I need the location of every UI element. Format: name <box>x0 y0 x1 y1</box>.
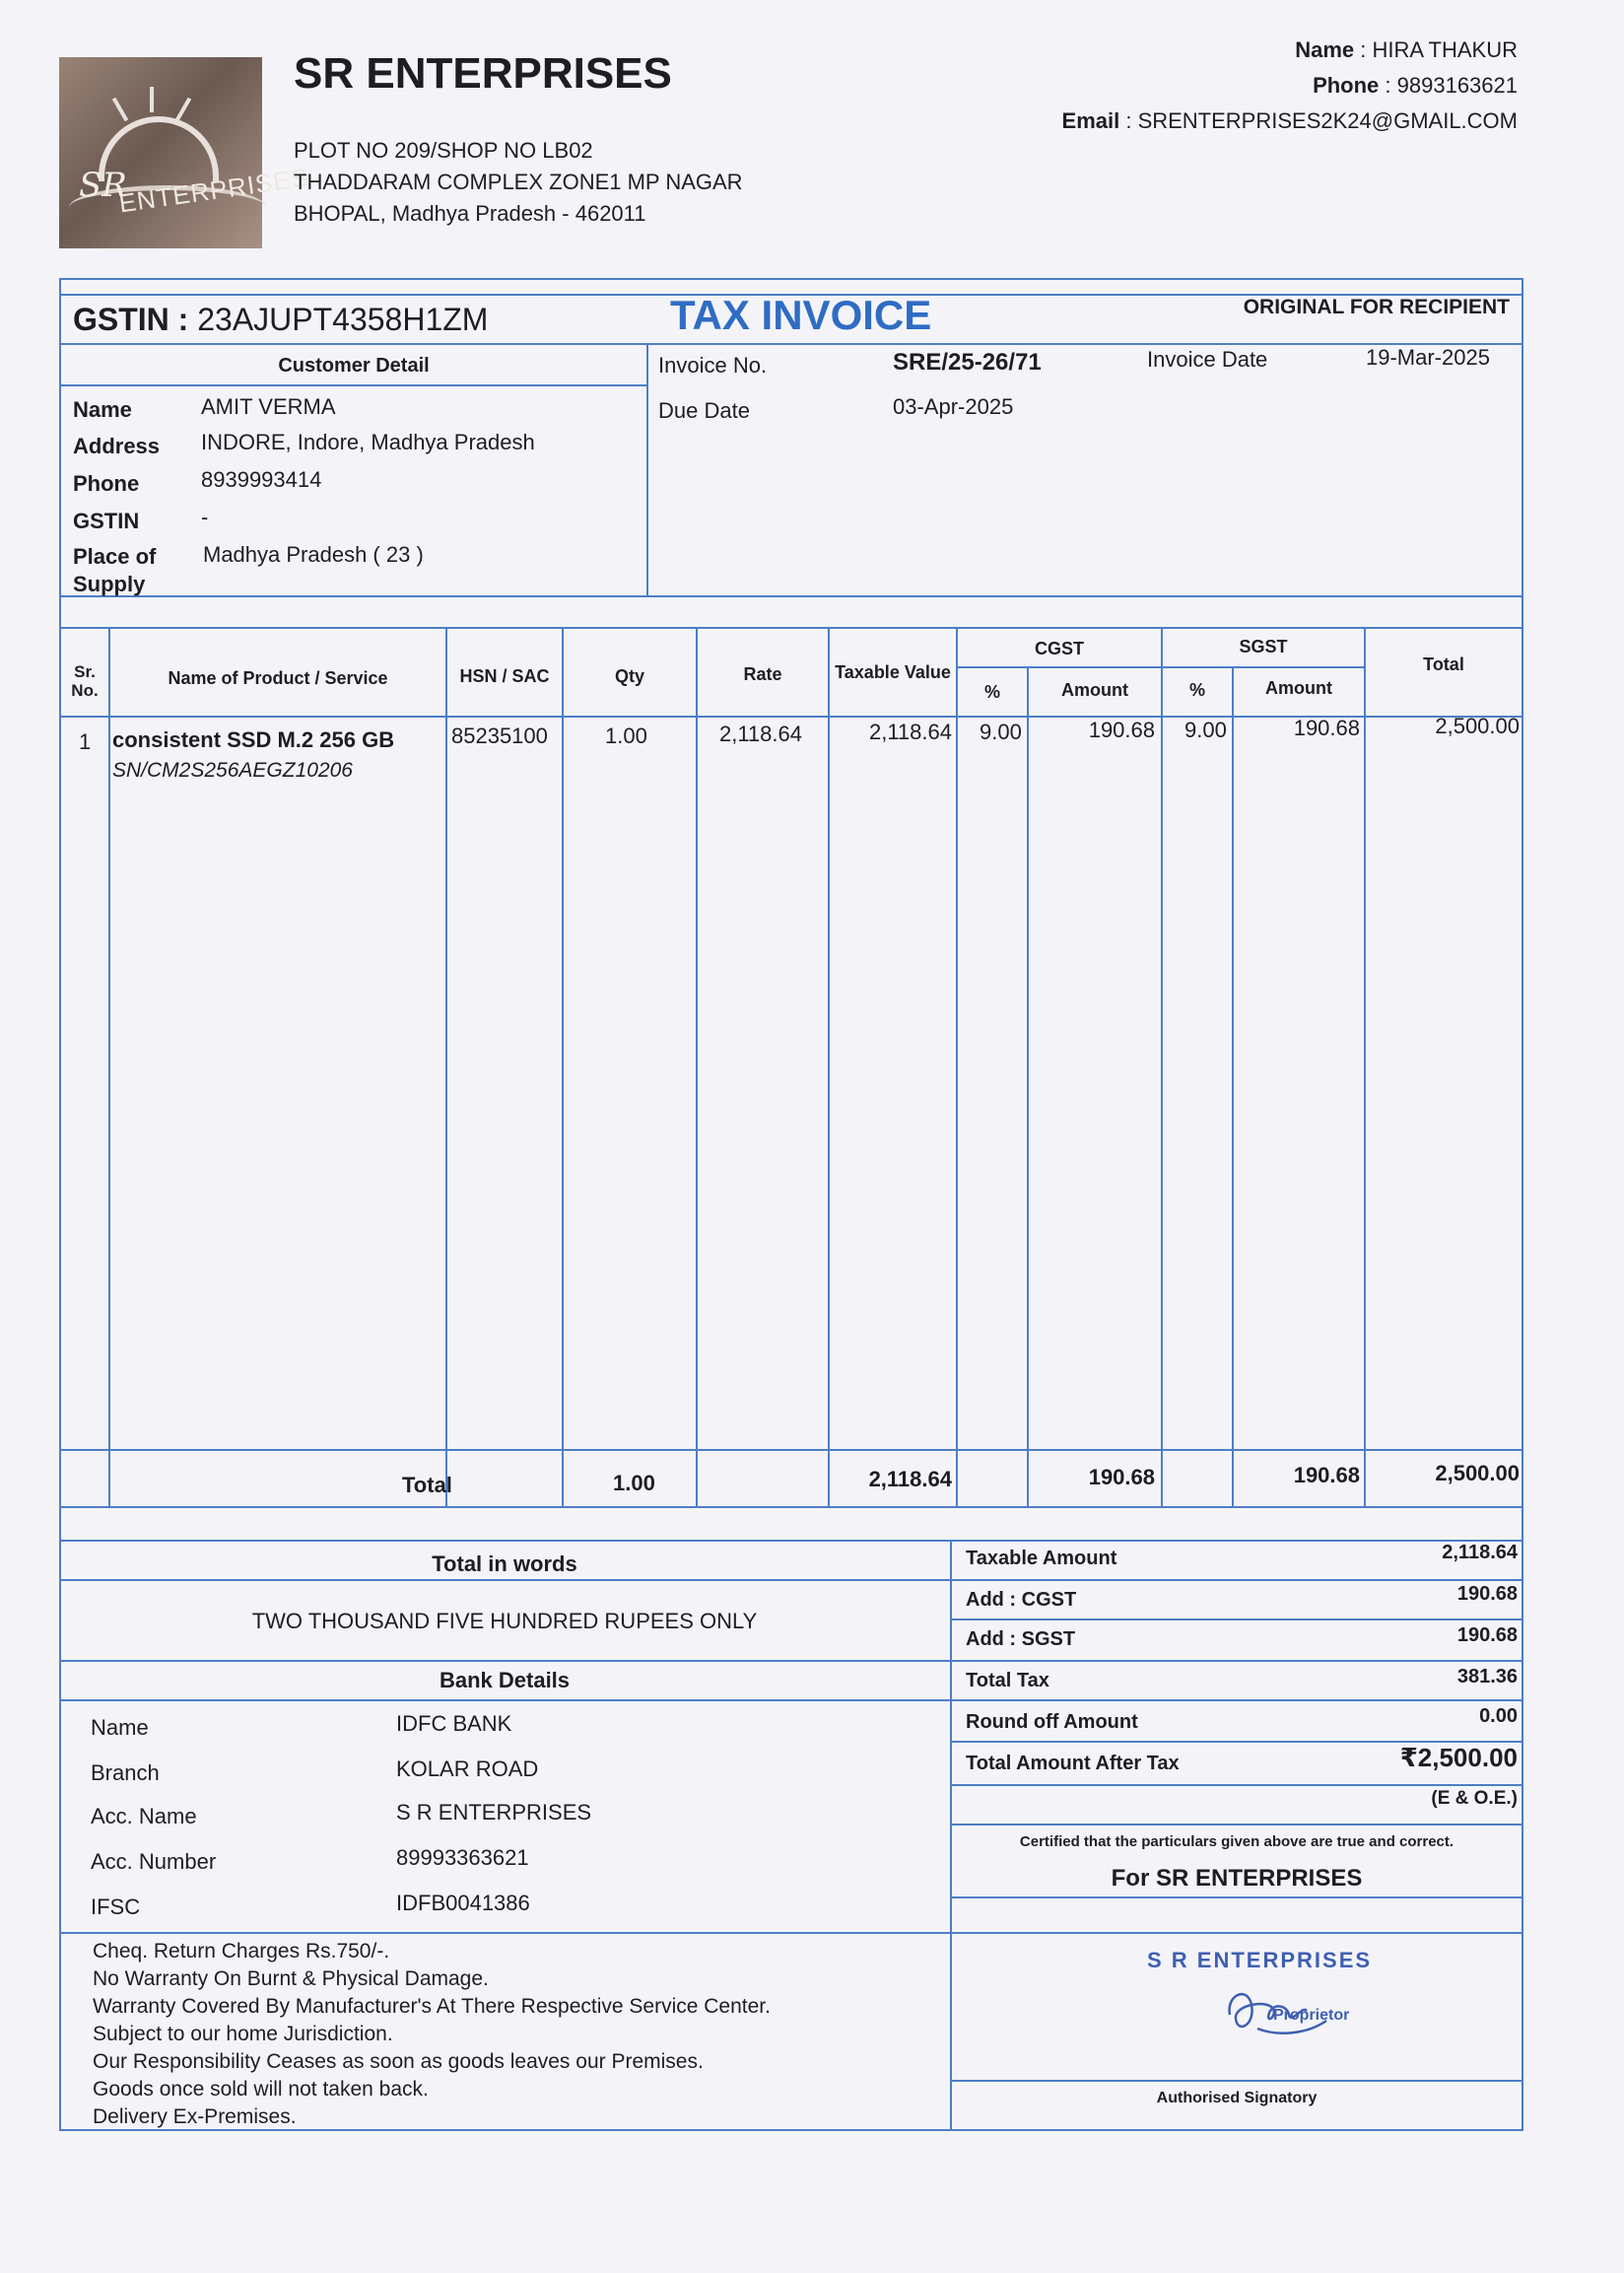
header-sgst: SGST <box>1239 637 1288 656</box>
bank-title: Bank Details <box>439 1668 571 1692</box>
for-company: For SR ENTERPRISES <box>1111 1865 1363 1892</box>
customer-phone-value: 8939993414 <box>201 467 322 492</box>
bank-acc-name-label: Acc. Name <box>91 1804 197 1828</box>
customer-pos-label-2: Supply <box>73 572 146 596</box>
term-4: Subject to our home Jurisdiction. <box>93 2023 393 2045</box>
header-taxable: Taxable Value <box>835 662 951 682</box>
bank-name-value: IDFC BANK <box>396 1711 512 1736</box>
totals-total: 2,500.00 <box>1435 1461 1520 1485</box>
summary-tax-label: Total Tax <box>966 1670 1049 1691</box>
company-logo <box>59 57 311 248</box>
term-6: Goods once sold will not taken back. <box>93 2078 429 2101</box>
stamp-role: Proprietor <box>1273 2007 1350 2024</box>
customer-section-title: Customer Detail <box>278 355 430 377</box>
invoice-title: TAX INVOICE <box>670 292 932 338</box>
bank-acc-number-label: Acc. Number <box>91 1849 217 1874</box>
header-total: Total <box>1423 654 1464 674</box>
contact-name-label: Name <box>1295 37 1355 62</box>
customer-pos-label-1: Place of <box>73 544 157 569</box>
contact-phone-value: 9893163621 <box>1396 73 1518 98</box>
summary-round-label: Round off Amount <box>966 1711 1138 1733</box>
header-cgst-amount: Amount <box>1061 680 1128 700</box>
header-product: Name of Product / Service <box>168 668 388 688</box>
header-cgst-pct: % <box>983 682 1000 702</box>
logo-enterprises-text: ENTERPRISES <box>116 162 311 219</box>
summary-after-label: Total Amount After Tax <box>966 1753 1180 1774</box>
summary-after-value: ₹2,500.00 <box>1399 1743 1518 1772</box>
summary-sgst-label: Add : SGST <box>966 1628 1076 1650</box>
contact-name: Name : HIRA THAKUR <box>1295 37 1518 62</box>
words-value: TWO THOUSAND FIVE HUNDRED RUPEES ONLY <box>251 1609 758 1633</box>
header-sr-line-1: Sr. <box>74 662 96 681</box>
customer-address-label: Address <box>73 434 161 458</box>
gstin-value: 23AJUPT4358H1ZM <box>197 302 489 337</box>
header-sgst-amount: Amount <box>1265 678 1332 698</box>
row-taxable: 2,118.64 <box>868 720 952 744</box>
invoice-date-label: Invoice Date <box>1147 347 1268 372</box>
row-sr: 1 <box>79 729 92 754</box>
row-rate: 2,118.64 <box>718 722 802 746</box>
row-sgst-pct: 9.00 <box>1184 718 1227 742</box>
row-cgst-amount: 190.68 <box>1088 718 1155 742</box>
invoice-date-value: 19-Mar-2025 <box>1366 345 1490 370</box>
logo-sr-text: SR <box>79 166 127 205</box>
summary-tax-value: 381.36 <box>1456 1666 1518 1688</box>
header-sr-line-2: No. <box>71 681 99 700</box>
copy-label: ORIGINAL FOR RECIPIENT <box>1243 296 1510 318</box>
term-7: Delivery Ex-Premises. <box>93 2105 297 2128</box>
bank-ifsc-value: IDFB0041386 <box>396 1891 530 1915</box>
row-hsn: 85235100 <box>451 723 548 748</box>
term-3: Warranty Covered By Manufacturer's At There Respective Service Center. <box>93 1995 771 2018</box>
row-total: 2,500.00 <box>1435 714 1520 738</box>
totals-qty: 1.00 <box>613 1471 655 1495</box>
summary-eoe: (E & O.E.) <box>1431 1788 1518 1809</box>
summary-sgst-value: 190.68 <box>1456 1624 1518 1646</box>
contact-phone-label: Phone <box>1313 73 1380 98</box>
term-2: No Warranty On Burnt & Physical Damage. <box>93 1967 489 1990</box>
contact-email-label: Email <box>1061 108 1120 133</box>
invoice-no-value: SRE/25-26/71 <box>893 349 1042 376</box>
contact-name-value: HIRA THAKUR <box>1372 37 1518 62</box>
company-address-line-1: PLOT NO 209/SHOP NO LB02 <box>294 138 593 163</box>
header-rate: Rate <box>743 664 782 684</box>
bank-ifsc-label: IFSC <box>91 1894 141 1919</box>
gstin-label: GSTIN : <box>73 302 189 337</box>
totals-taxable: 2,118.64 <box>868 1467 952 1491</box>
customer-gstin-value: - <box>201 505 209 529</box>
header-sr <box>61 662 108 700</box>
summary-cgst-value: 190.68 <box>1456 1583 1518 1605</box>
contact-email-value: SRENTERPRISES2K24@GMAIL.COM <box>1137 108 1518 133</box>
customer-address-value: INDORE, Indore, Madhya Pradesh <box>201 430 535 454</box>
bank-branch-value: KOLAR ROAD <box>396 1756 539 1781</box>
header-cgst: CGST <box>1034 639 1084 658</box>
header-hsn: HSN / SAC <box>459 666 550 686</box>
totals-label: Total <box>402 1473 452 1497</box>
certified-text: Certified that the particulars given above are true and correct. <box>1019 1833 1455 1850</box>
summary-round-value: 0.00 <box>1479 1705 1518 1727</box>
invoice-no-label: Invoice No. <box>658 353 768 378</box>
summary-taxable-value: 2,118.64 <box>1442 1542 1518 1563</box>
customer-phone-label: Phone <box>73 471 140 496</box>
words-title: Total in words <box>432 1551 577 1576</box>
due-date-value: 03-Apr-2025 <box>893 394 1014 419</box>
customer-name-label: Name <box>73 397 132 422</box>
totals-cgst-amount: 190.68 <box>1088 1465 1155 1489</box>
header-sgst-pct: % <box>1188 680 1205 700</box>
bank-acc-number-value: 89993363621 <box>396 1845 529 1870</box>
bank-branch-label: Branch <box>91 1760 160 1785</box>
contact-email: Email : SRENTERPRISES2K24@GMAIL.COM <box>1061 108 1518 133</box>
company-address-line-2: THADDARAM COMPLEX ZONE1 MP NAGAR <box>294 170 743 194</box>
customer-pos-value: Madhya Pradesh ( 23 ) <box>203 542 424 567</box>
row-serial: SN/CM2S256AEGZ10206 <box>112 759 353 782</box>
bank-acc-name-value: S R ENTERPRISES <box>396 1800 592 1825</box>
authorised-signatory: Authorised Signatory <box>1156 2090 1318 2106</box>
header-qty: Qty <box>614 666 644 686</box>
summary-taxable-label: Taxable Amount <box>966 1548 1117 1569</box>
term-1: Cheq. Return Charges Rs.750/-. <box>93 1940 390 1963</box>
row-sgst-amount: 190.68 <box>1293 716 1360 740</box>
customer-name-value: AMIT VERMA <box>201 394 336 419</box>
bank-name-label: Name <box>91 1715 149 1740</box>
customer-gstin-label: GSTIN <box>73 509 140 533</box>
contact-phone: Phone : 9893163621 <box>1313 73 1518 98</box>
due-date-label: Due Date <box>658 398 750 423</box>
gstin <box>73 302 488 338</box>
summary-cgst-label: Add : CGST <box>966 1589 1077 1611</box>
stamp-name: S R ENTERPRISES <box>1147 1948 1373 1972</box>
row-qty: 1.00 <box>605 723 647 748</box>
row-cgst-pct: 9.00 <box>980 720 1022 744</box>
company-address-line-3: BHOPAL, Madhya Pradesh - 462011 <box>294 201 646 226</box>
company-name: SR ENTERPRISES <box>294 49 672 98</box>
term-5: Our Responsibility Ceases as soon as goods leaves our Premises. <box>93 2050 704 2073</box>
row-product: consistent SSD M.2 256 GB <box>112 727 395 752</box>
totals-sgst-amount: 190.68 <box>1293 1463 1360 1487</box>
